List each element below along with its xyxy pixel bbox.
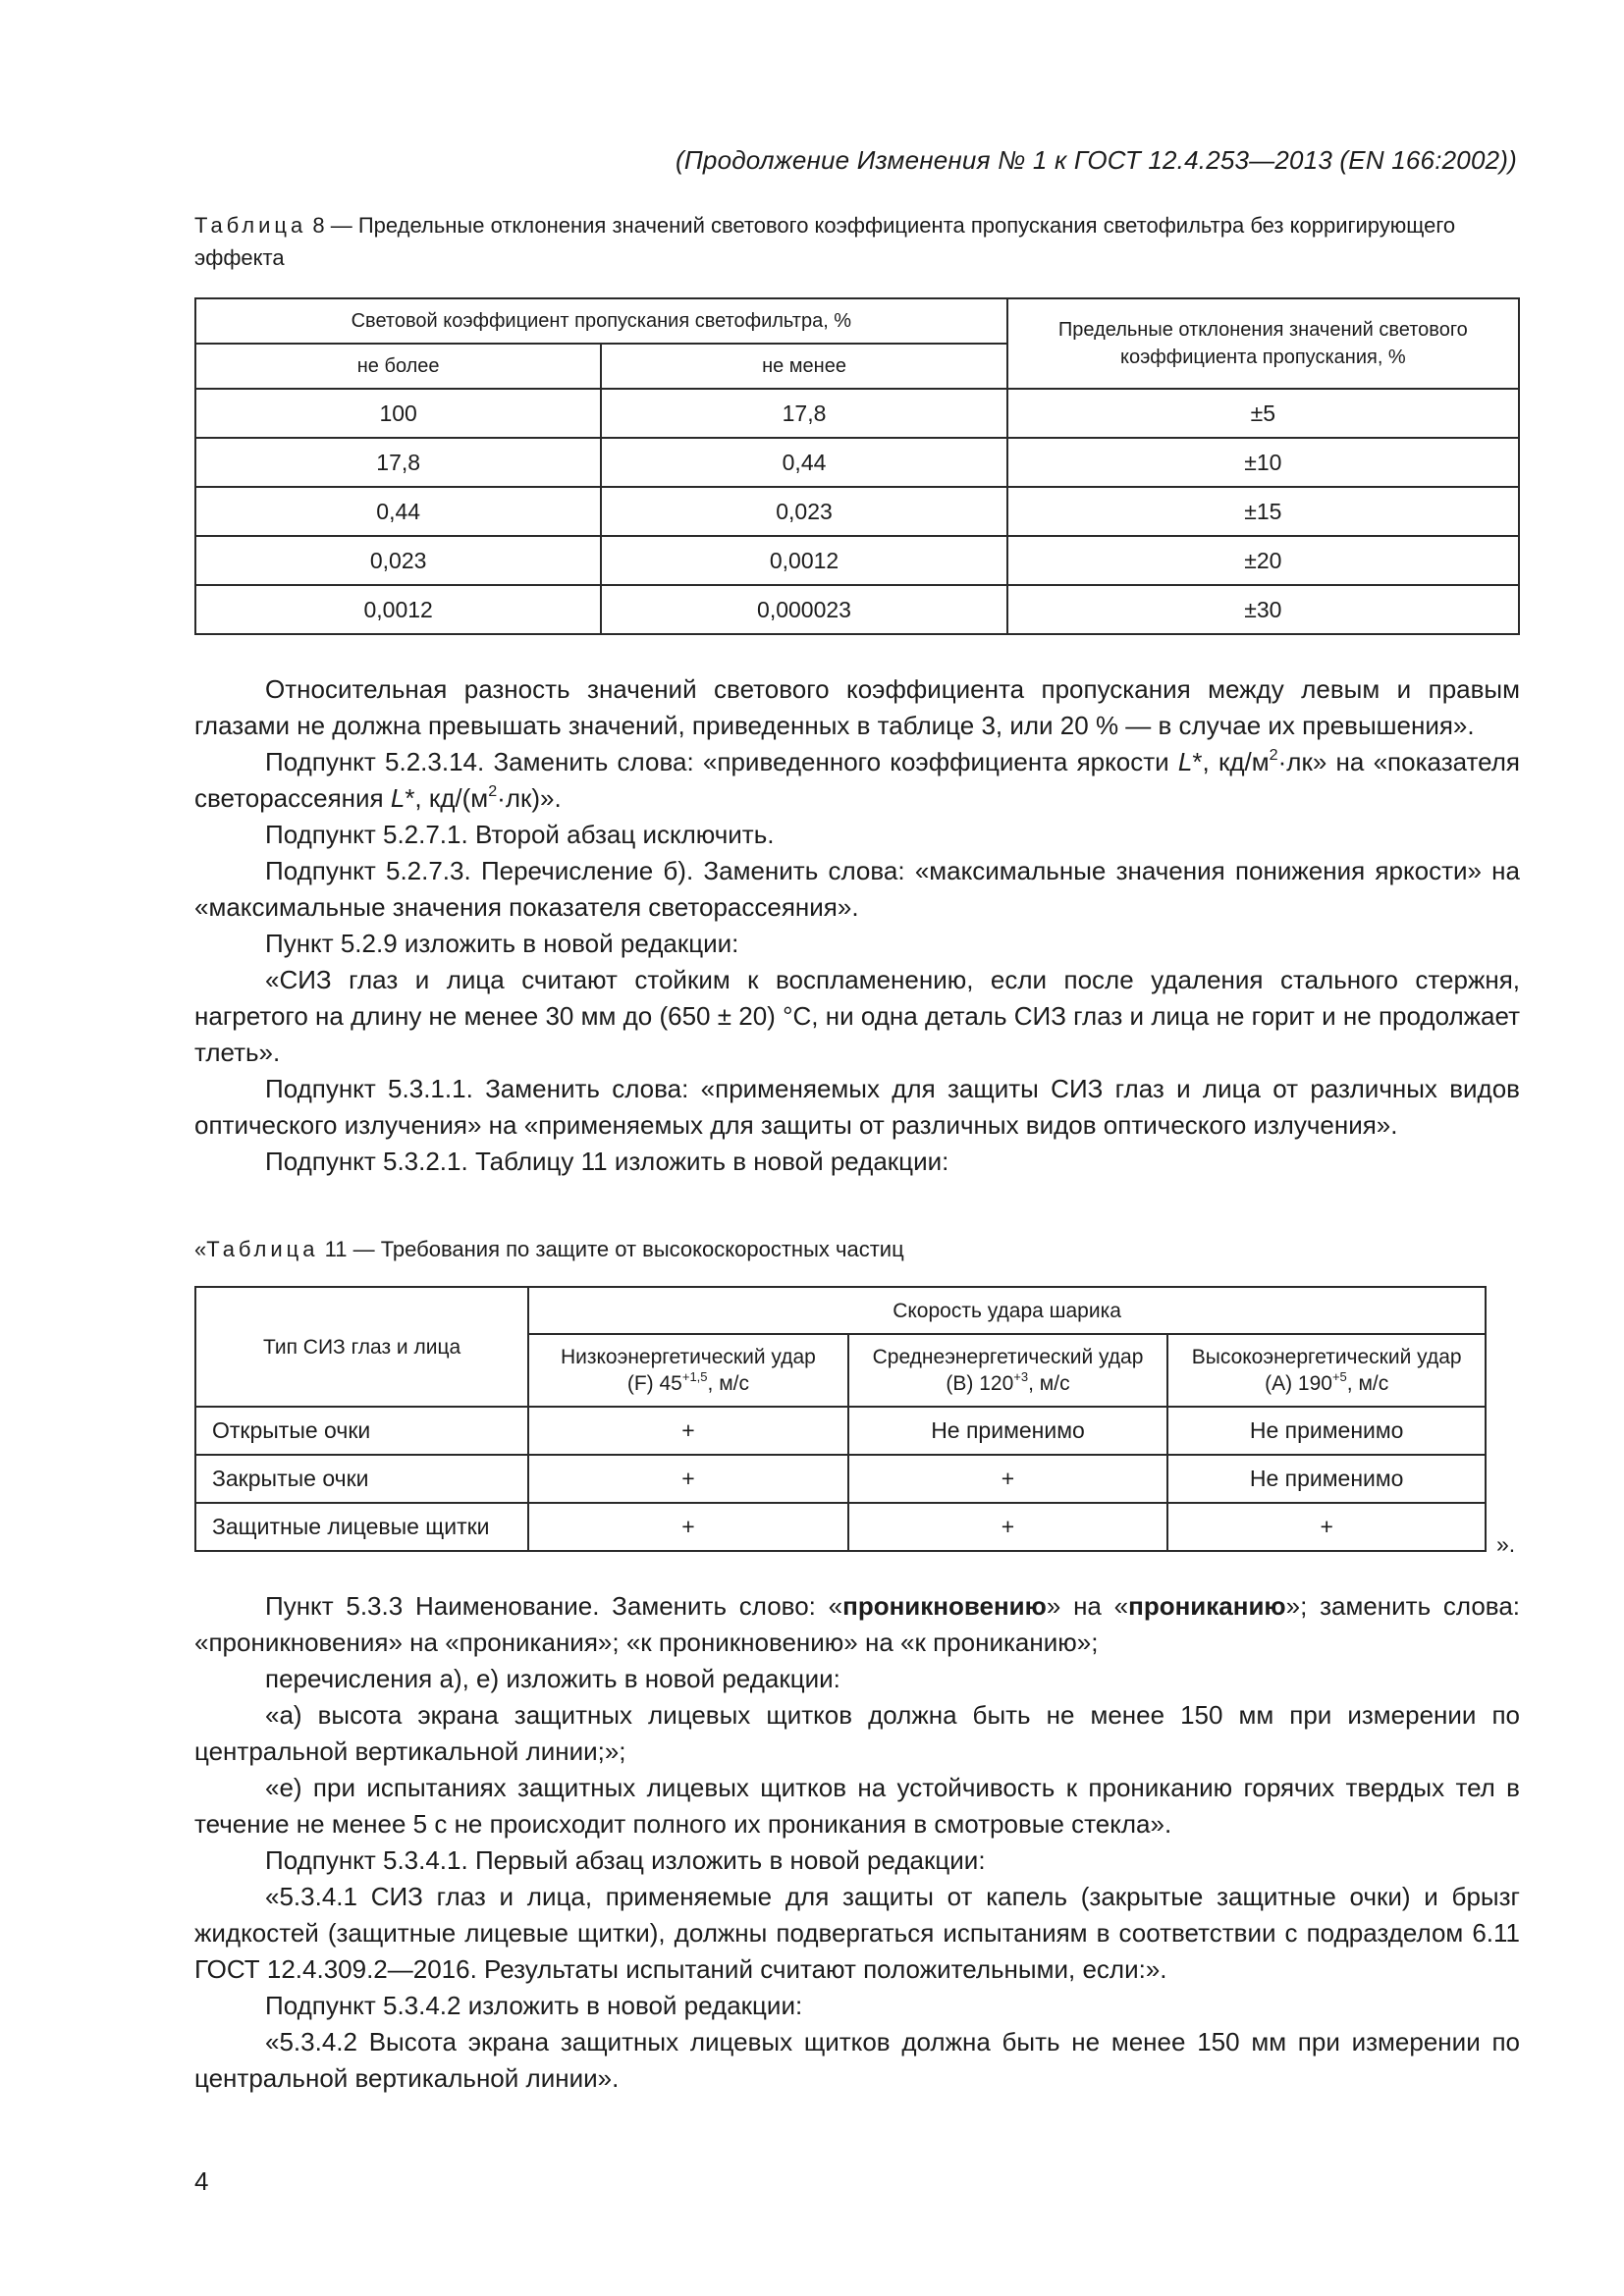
table11-cell-type: Закрытые очки [195, 1455, 528, 1503]
table8-cell-dev: ±30 [1007, 585, 1519, 634]
table-row [195, 1455, 1486, 1503]
paragraph: «5.3.4.1 СИЗ глаз и лица, применяемые для защиты от капель (закрытые защитные очки) и брызг жидкостей (защитные лицевые щитки), должны подвергаться испытаниям в соответствии с подразделом 6.11 ГОСТ 12.4.309.2—2016. Результаты испытаний считают положительными, если:». [194, 1882, 1520, 1984]
table11-head-medium [848, 1334, 1168, 1407]
table11-cell-high: + [1167, 1503, 1486, 1551]
table8-head-min: не менее [601, 344, 1006, 389]
superscript: +5 [1331, 1368, 1347, 1384]
text-run: »; заменить слова: «проникновения» на «проникания»; «к проникновению» на «к прониканию»; [194, 1591, 1521, 1657]
text-run: (B) 120 [946, 1372, 1014, 1395]
table11-cell-medium: + [848, 1503, 1168, 1551]
table-row [195, 1407, 1486, 1455]
table11-cell-medium: + [848, 1455, 1168, 1503]
table11-cell-type: Открытые очки [195, 1407, 528, 1455]
symbol-L: L [390, 783, 406, 813]
text-run: , м/с [1028, 1372, 1070, 1395]
table-row [195, 536, 1519, 585]
table11-head-high [1167, 1334, 1486, 1407]
table11-cell-high: Не применимо [1167, 1455, 1486, 1503]
table8-cell-max: 0,0012 [195, 585, 601, 634]
text-run: Низкоэнергетический удар [560, 1346, 816, 1368]
table8-cell-max: 0,023 [195, 536, 601, 585]
table11-cell-type: Защитные лицевые щитки [195, 1503, 528, 1551]
table8-cell-max: 100 [195, 389, 601, 438]
table11-head-speed: Скорость удара шарика [528, 1287, 1486, 1334]
text-run: ·лк» на «показателя светорассеяния [194, 747, 1520, 813]
table8-caption [194, 209, 1520, 274]
table11-cell-medium: Не применимо [848, 1407, 1168, 1455]
table-row [195, 1503, 1486, 1551]
superscript: +1,5 [681, 1368, 708, 1384]
body-text-block-1 [194, 671, 1520, 1180]
text-run: (A) 190 [1265, 1372, 1332, 1395]
text-run: , м/с [707, 1372, 749, 1395]
text-run: Пункт 5.3.3 Наименование. Заменить слово: « [265, 1591, 843, 1621]
paragraph [194, 744, 1520, 817]
text-run: *, кд/(м [405, 783, 489, 813]
table8-cell-dev: ±15 [1007, 487, 1519, 536]
table11-head-low [528, 1334, 848, 1407]
table11-closing-quote: ». [1496, 1531, 1516, 1557]
table8-cell-max: 17,8 [195, 438, 601, 487]
table-row [195, 389, 1519, 438]
paragraph: «СИЗ глаз и лица считают стойким к воспламенению, если после удаления стального стержня, нагретого на длину не менее 30 мм до (650 ± 20) °С, ни одна деталь СИЗ глаз и лица не горит и не продолжает тлеть». [194, 965, 1520, 1067]
table8-cell-min: 0,0012 [601, 536, 1006, 585]
table11-cell-low: + [528, 1455, 848, 1503]
table11-caption [194, 1233, 1520, 1265]
table8-head-deviation: Предельные отклонения значений светового коэффициента пропускания, % [1007, 298, 1519, 389]
table8-caption-text: 8 — Предельные отклонения значений светового коэффициента пропускания светофильтра без корригирующего эффекта [194, 213, 1456, 270]
text-run: » на « [1046, 1591, 1129, 1621]
table8-head-group: Световой коэффициент пропускания светофильтра, % [195, 298, 1007, 344]
table11-caption-word: Таблица [206, 1237, 319, 1261]
table8-cell-dev: ±20 [1007, 536, 1519, 585]
bold-term: прониканию [1128, 1591, 1286, 1621]
table-row [195, 487, 1519, 536]
table11-caption-text: 11 — Требования по защите от высокоскоростных частиц [318, 1237, 904, 1261]
table8-cell-min: 17,8 [601, 389, 1006, 438]
table-row [195, 438, 1519, 487]
paragraph: «е) при испытаниях защитных лицевых щитков на устойчивость к прониканию горячих твердых тел в течение не менее 5 с не происходит полного их проникания в смотровые стекла». [194, 1773, 1520, 1839]
page-number: 4 [194, 2166, 209, 2196]
table11-cell-low: + [528, 1407, 848, 1455]
text-run: Высокоэнергетический удар [1191, 1346, 1462, 1368]
table11-cell-low: + [528, 1503, 848, 1551]
bold-term: проникновению [842, 1591, 1047, 1621]
paragraph [194, 1588, 1520, 1661]
text-run: , м/с [1346, 1372, 1389, 1395]
paragraph: Подпункт 5.3.4.2 изложить в новой редакции: [265, 1991, 803, 2020]
running-header: (Продолжение Изменения № 1 к ГОСТ 12.4.253—2013 (EN 166:2002)) [676, 145, 1517, 175]
table11-head-type: Тип СИЗ глаз и лица [195, 1287, 528, 1407]
table-row [195, 585, 1519, 634]
table8-cell-dev: ±5 [1007, 389, 1519, 438]
table8-cell-min: 0,44 [601, 438, 1006, 487]
body-text-block-2 [194, 1588, 1520, 2097]
text-run: *, кд/м [1192, 747, 1270, 776]
text-run: (F) 45 [626, 1372, 682, 1395]
table8-cell-min: 0,023 [601, 487, 1006, 536]
table8-cell-min: 0,000023 [601, 585, 1006, 634]
text-run: Подпункт 5.2.3.14. Заменить слова: «приведенного коэффициента яркости [265, 747, 1178, 776]
paragraph: Подпункт 5.3.4.1. Первый абзац изложить в новой редакции: [265, 1845, 986, 1875]
paragraph: Подпункт 5.3.1.1. Заменить слова: «применяемых для защиты СИЗ глаз и лица от различных видов оптического излучения» на «применяемых для защиты от различных видов оптического излучения». [194, 1074, 1520, 1140]
table11-cell-high: Не применимо [1167, 1407, 1486, 1455]
paragraph: Относительная разность значений светового коэффициента пропускания между левым и правым глазами не должна превышать значений, приведенных в таблице 3, или 20 % — в случае их превышения». [194, 674, 1520, 740]
table8-cell-dev: ±10 [1007, 438, 1519, 487]
paragraph: Подпункт 5.3.2.1. Таблицу 11 изложить в новой редакции: [265, 1147, 949, 1176]
text-run: Среднеэнергетический удар [872, 1346, 1144, 1368]
paragraph: перечисления а), е) изложить в новой редакции: [265, 1664, 840, 1693]
paragraph: Пункт 5.2.9 изложить в новой редакции: [265, 929, 739, 958]
symbol-L: L [1177, 747, 1193, 776]
paragraph: Подпункт 5.2.7.3. Перечисление б). Заменить слова: «максимальные значения понижения яркости» на «максимальные значения показателя светорассеяния». [194, 856, 1520, 922]
table8-cell-max: 0,44 [195, 487, 601, 536]
superscript: +3 [1013, 1368, 1029, 1384]
table-8 [194, 297, 1520, 635]
table8-head-max: не более [195, 344, 601, 389]
quote-mark: « [194, 1237, 207, 1261]
paragraph: «а) высота экрана защитных лицевых щитков должна быть не менее 150 мм при измерении по центральной вертикальной линии;»; [194, 1700, 1520, 1766]
paragraph: «5.3.4.2 Высота экрана защитных лицевых щитков должна быть не менее 150 мм при измерении по центральной вертикальной линии». [194, 2027, 1520, 2093]
superscript: 2 [488, 781, 498, 800]
table8-caption-word: Таблица [194, 213, 307, 238]
paragraph: Подпункт 5.2.7.1. Второй абзац исключить. [265, 820, 775, 849]
text-run: ·лк)». [497, 783, 562, 813]
superscript: 2 [1269, 745, 1278, 764]
table-11 [194, 1286, 1487, 1552]
